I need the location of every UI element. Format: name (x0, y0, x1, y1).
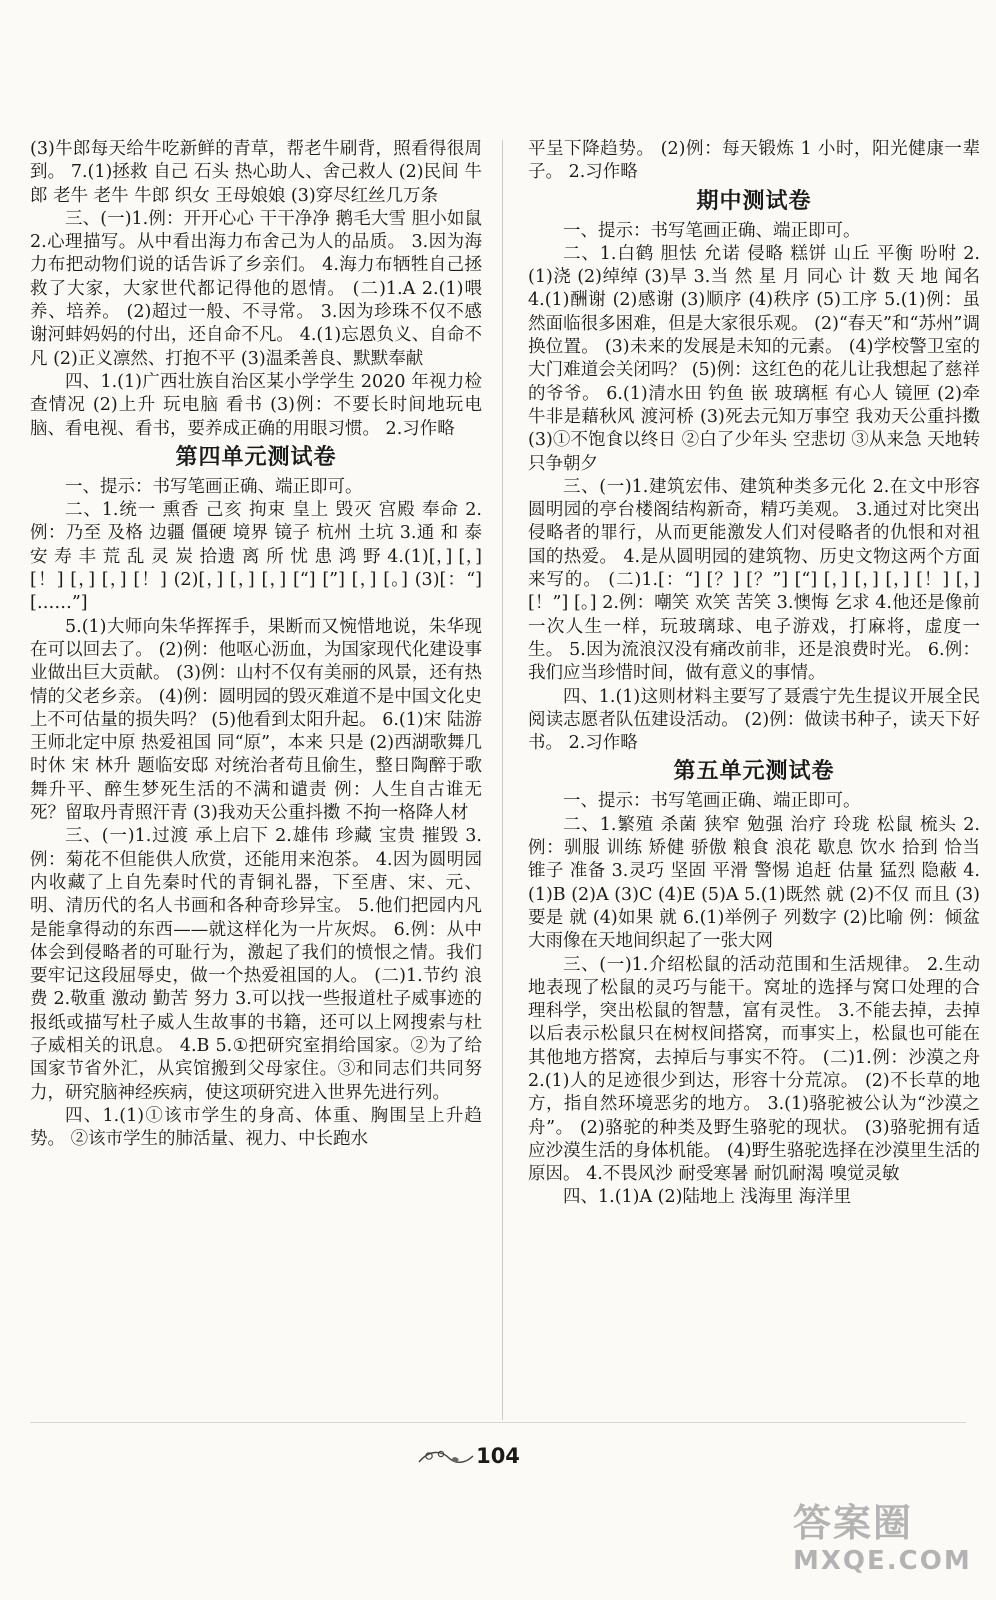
answer-paragraph: 二、1.统一 熏香 己亥 拘束 皇上 毁灭 宫殿 奉命 2.例：乃至 及格 边疆 僵硬 境界 镜子 杭州 土坑 3.通 和 泰 安 寿 丰 荒 乱 灵 炭 拾遗 离 所 忧 患 鸿 野 4.(1)[，] [，] [！] [，] [，] [！] (2)[，] [，] [，] [“] [”] [，] [。] (3)[：“] [……”] (30, 500, 482, 614)
section-heading: 第五单元测试卷 (673, 759, 835, 785)
footer-rule (30, 1422, 966, 1423)
answer-paragraph: 三、(一)1.例：开开心心 干干净净 鹅毛大雪 胆小如鼠 2.心理描写。从中看出海力布舍己为人的品质。 3.因为海力布把动物们说的话告诉了乡亲们。 4.海力布牺牲自己拯救了大家，大家世代都记得他的恩情。 (二)1.A 2.(1)喂养、培养。 (2)超过一般、不寻常。 3.因为珍珠不仅不感谢河蚌妈妈的付出，还自命不凡。 4.(1)忘恩负义、自命不凡 (2)正义凛然、打抱不平 (3)温柔善良、默默奉献 (30, 208, 482, 369)
answer-paragraph: 四、1.(1)A (2)陆地上 浅海里 海洋里 (563, 1187, 852, 1208)
answer-paragraph: 三、(一)1.介绍松鼠的活动范围和生活规律。 2.生动地表现了松鼠的灵巧与能干。窝址的选择与窝口处理的合理科学，突出松鼠的智慧，富有灵性。 3.不能去掉，去掉以后表示松鼠只在树杈间搭窝，而事实上，松鼠也可能在其他地方搭窝，去掉后与事实不符。 (二)1.例：沙漠之舟 2.(1)人的足迹很少到达，形容十分荒凉。 (2)不长草的地方，指自然环境恶劣的地方。 3.(1)骆驼被公认为“沙漠之舟”。 (2)骆驼的种类及野生骆驼的现状。 (3)骆驼拥有适应沙漠生活的身体机能。 (4)野生骆驼选择在沙漠里生活的原因。 4.不畏风沙 耐受寒暑 耐饥耐渴 嗅觉灵敏 (528, 954, 980, 1185)
section-heading: 期中测试卷 (696, 188, 812, 214)
answer-paragraph: (3)牛郎每天给牛吃新鲜的青草，帮老牛刷背，照看得很周到。 7.(1)拯救 自己 石头 热心助人、舍己救人 (2)民间 牛郎 老牛 老牛 牛郎 织女 王母娘娘 (3)穿尽红丝几万条 (30, 139, 482, 206)
answer-paragraph: 一、提示：书写笔画正确、端正即可。 (563, 220, 861, 241)
answer-paragraph: 三、(一)1.过渡 承上启下 2.雄伟 珍藏 宝贵 摧毁 3.例：菊花不但能供人欣赏，还能用来泡茶。 4.因为圆明园内收藏了上自先秦时代的青铜礼器，下至唐、宋、元、明、清历代的名人书画和各种奇珍异宝。 5.他们把园内凡是能拿得动的东西——就这样化为一片灰烬。 6.例：从中体会到侵略者的可耻行为，激起了我们的愤恨之情。我们要牢记这段屈辱史，做一个热爱祖国的人。 (二)1.节约 浪费 2.敬重 激动 勤苦 努力 3.可以找一些报道杜子威事迹的报纸或描写杜子威人生故事的书籍，还可以上网搜索与杜子威相关的讯息。 4.B 5.①把研究室捐给国家。②为了给国家节省外汇，从宾馆搬到父母家住。③和同志们共同努力，研究脑神经疾病，使这项研究进入世界先进行列。 (30, 826, 482, 1103)
answer-paragraph: 平呈下降趋势。 (2)例：每天锻炼 1 小时，阳光健康一辈子。 2.习作略 (528, 139, 980, 183)
answer-paragraph: 三、(一)1.建筑宏伟、建筑种类多元化 2.在文中形容圆明园的亭台楼阁结构新奇，精巧美观。 3.通过对比突出侵略者的罪行，从而更能激发人们对侵略者的仇恨和对祖国的热爱。 4.是从圆明园的建筑物、历史文物这两个方面来写的。 (二)1.[：“] [？] [？”] [“] [，] [，] [，] [！] [，] [！”] [。] 2.例：嘲笑 欢笑 苦笑 3.懊悔 乞求 4.他还是像前一次人生一样，玩玻璃球、电子游戏，打麻将，虚度一生。 5.因为流浪汉没有痛改前非，还是浪费时光。 6.例：我们应当珍惜时间，做有意义的事情。 (528, 476, 980, 684)
answer-paragraph: 四、1.(1)广西壮族自治区某小学学生 2020 年视力检查情况 (2)上升 玩电脑 看书 (3)例：不要长时间地玩电脑、看电视、看书，要养成正确的用眼习惯。 2.习作略 (30, 371, 482, 439)
watermark-sub-text: MXQE.COM (793, 1546, 972, 1576)
answer-paragraph: 一、提示：书写笔画正确、端正即可。 (65, 476, 363, 497)
column-divider (502, 140, 503, 1420)
answer-paragraph: 四、1.(1)这则材料主要写了聂震宁先生提议开展全民阅读志愿者队伍建设活动。 (2)例：做读书种子，读天下好书。 2.习作略 (528, 686, 980, 754)
left-column (30, 138, 482, 1151)
answer-paragraph: 四、1.(1)①该市学生的身高、体重、胸围呈上升趋势。 ②该市学生的肺活量、视力、中长跑水 (30, 1105, 482, 1150)
answer-paragraph: 二、1.白鹤 胆怯 允诺 侵略 糕饼 山丘 平衡 吩咐 2.(1)浇 (2)绰绰 (3)旱 3.当 然 星 月 同心 计 数 天 地 闻名 4.(1)酬谢 (2)感谢 (3)顺序 (4)秩序 (5)工序 5.(1)例：虽然面临很多困难，但是大家很乐观。 (2)“春天”和“苏州”调换位置。 (3)未来的发展是未知的元素。 (4)学校警卫室的大门难道会关闭吗？ (5)例：这红色的花儿让我想起了慈祥的爷爷。 6.(1)清水田 钓鱼 嵌 玻璃框 有心人 镜匣 (2)牵牛非是藉秋风 渡河桥 (3)死去元知万事空 我劝天公重抖擞 (3)①不饱食以终日 ②白了少年头 空悲切 ③从来急 天地转 只争朝夕 (528, 243, 980, 474)
page-number: 104 (476, 1444, 520, 1468)
watermark-main-text: 答案圈 (793, 1501, 914, 1545)
right-column (528, 138, 980, 1210)
section-heading: 第四单元测试卷 (175, 444, 337, 470)
answer-paragraph: 5.(1)大师向朱华挥挥手，果断而又惋惜地说，朱华现在可以回去了。 (2)例：他呕心沥血，为国家现代化建设事业做出巨大贡献。 (3)例：山村不仅有美丽的风景，还有热情的父老乡亲。 (4)例：圆明园的毁灭难道不是中国文化史上不可估量的损失吗？ (5)他看到太阳升起。 6.(1)宋 陆游 王师北定中原 热爱祖国 同“原”，本来 只是 (2)西湖歌舞几时休 宋 林升 题临安邸 对统治者苟且偷生，整日陶醉于歌舞升平、醉生梦死生活的不满和谴责 例：人生自古谁无死？留取丹青照汗青 (3)我劝天公重抖擞 不拘一格降人材 (30, 616, 482, 824)
answer-paragraph: 二、1.繁殖 杀菌 狭窄 勉强 治疗 玲珑 松鼠 梳头 2.例：驯服 训练 矫健 骄傲 粮食 浪花 歇息 饮水 拾到 恰当 锥子 准备 3.灵巧 坚固 平滑 警惕 追赶 估量 猛烈 隐蔽 4.(1)B (2)A (3)C (4)E (5)A 5.(1)既然 就 (2)不仅 而且 (3)要是 就 (4)如果 就 6.(1)举例子 列数字 (2)比喻 例：倾盆大雨像在天地间织起了一张大网 (528, 814, 980, 952)
watermark-logo (793, 1500, 978, 1590)
answer-paragraph: 一、提示：书写笔画正确、端正即可。 (563, 791, 861, 812)
